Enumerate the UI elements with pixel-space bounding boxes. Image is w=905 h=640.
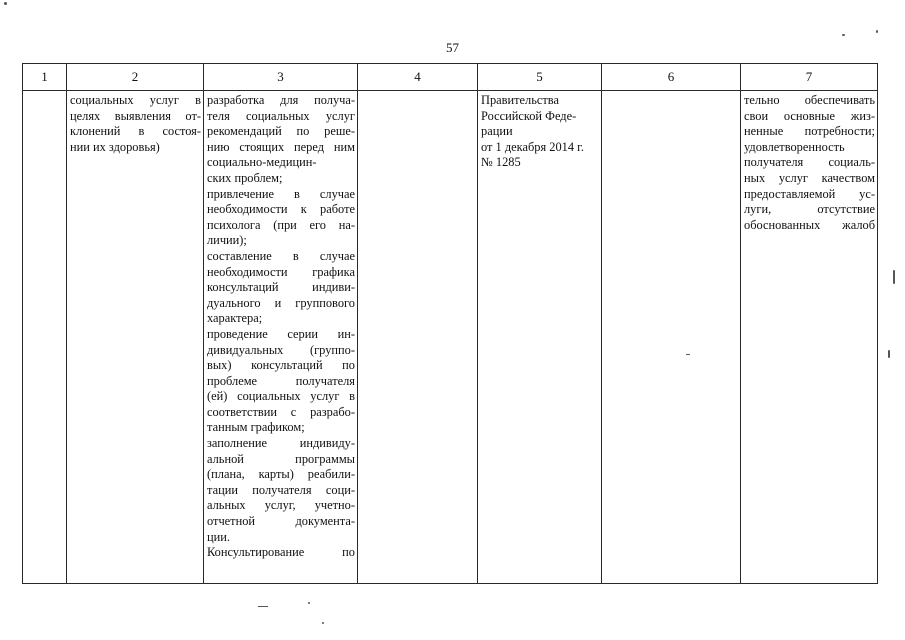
cell-line: дуального и группового	[207, 295, 355, 310]
cell-line: теля социальных услуг	[207, 108, 355, 123]
cell-line: социальных услуг в	[70, 93, 201, 107]
cell-line: № 1285	[481, 155, 521, 170]
scan-speck	[308, 602, 310, 604]
header-col-4: 4	[358, 64, 478, 91]
header-col-6: 6	[602, 64, 741, 91]
cell-line: необходимости к работе	[207, 202, 355, 217]
cell-line: Правительства	[481, 93, 559, 107]
cell-line: социально-медицин-	[207, 155, 317, 170]
cell-line: заполнение индивиду-	[207, 436, 355, 451]
scan-speck	[888, 350, 890, 358]
cell-line: дивидуальных (группо-	[207, 342, 355, 357]
cell-line: психолога (при его на-	[207, 217, 355, 232]
scan-speck	[842, 34, 845, 36]
header-row	[23, 64, 878, 91]
scan-speck	[322, 622, 324, 624]
cell-line: удовлетворенность	[744, 139, 845, 154]
cell-line: необходимости графика	[207, 264, 355, 279]
cell-line: клонений в состоя-	[70, 124, 201, 139]
cell-col-1	[23, 91, 67, 584]
cell-line: рекомендаций по реше-	[207, 124, 355, 139]
cell-line: альных услуг, учетно-	[207, 498, 355, 513]
cell-col-6	[602, 91, 741, 584]
cell-line: от 1 декабря 2014 г.	[481, 139, 584, 154]
scan-speck	[893, 270, 895, 284]
scan-speck	[686, 354, 690, 355]
cell-line: ских проблем;	[207, 170, 283, 185]
cell-line: соответствии с разрабо-	[207, 404, 355, 419]
cell-line: (ей) социальных услуг в	[207, 389, 355, 404]
scan-speck	[258, 606, 268, 607]
cell-line: разработка для получа-	[207, 93, 355, 107]
cell-col-4	[358, 91, 478, 584]
cell-line: проблеме получателя	[207, 373, 355, 388]
cell-line: рации	[481, 124, 513, 139]
cell-line: привлечение в случае	[207, 186, 355, 201]
cell-line: получателя социаль-	[744, 155, 875, 170]
cell-line: тельно обеспечивать	[744, 93, 875, 107]
cell-line: характера;	[207, 311, 263, 326]
services-table	[22, 63, 878, 584]
cell-line: Российской Феде-	[481, 108, 577, 123]
scan-speck	[876, 30, 878, 33]
cell-line: личии);	[207, 233, 247, 248]
header-col-3: 3	[204, 64, 358, 91]
cell-line: консультаций индиви-	[207, 280, 355, 295]
cell-col-3	[204, 91, 358, 584]
header-col-1: 1	[23, 64, 67, 91]
page-number: 57	[446, 40, 459, 55]
cell-line: ции.	[207, 529, 230, 544]
cell-line: тации получателя соци-	[207, 482, 355, 497]
cell-line: проведение серии ин-	[207, 326, 355, 341]
cell-col-7	[741, 91, 878, 584]
cell-line: целях выявления от-	[70, 108, 201, 123]
cell-line: (плана, карты) реабили-	[207, 467, 355, 482]
cell-line: нии их здоровья)	[70, 139, 160, 154]
cell-line: составление в случае	[207, 248, 355, 263]
cell-line: луги, отсутствие	[744, 202, 875, 217]
header-col-5: 5	[478, 64, 602, 91]
table-row	[23, 91, 878, 584]
cell-line: Консультирование по	[207, 545, 355, 560]
cell-col-5	[478, 91, 602, 584]
cell-line: отчетной документа-	[207, 514, 355, 529]
cell-line: свои основные жиз-	[744, 108, 875, 123]
cell-line: обоснованных жалоб	[744, 217, 875, 232]
cell-line: танным графиком;	[207, 420, 305, 435]
cell-line: нию стоящих перед ним	[207, 139, 355, 154]
header-col-7: 7	[741, 64, 878, 91]
cell-line: ненные потребности;	[744, 124, 875, 139]
cell-line: вых) консультаций по	[207, 358, 355, 373]
cell-col-2	[67, 91, 204, 584]
cell-line: альной программы	[207, 451, 355, 466]
header-col-2: 2	[67, 64, 204, 91]
cell-line: предоставляемой ус-	[744, 186, 875, 201]
scan-speck	[4, 2, 7, 5]
cell-line: ных услуг качеством	[744, 170, 875, 185]
